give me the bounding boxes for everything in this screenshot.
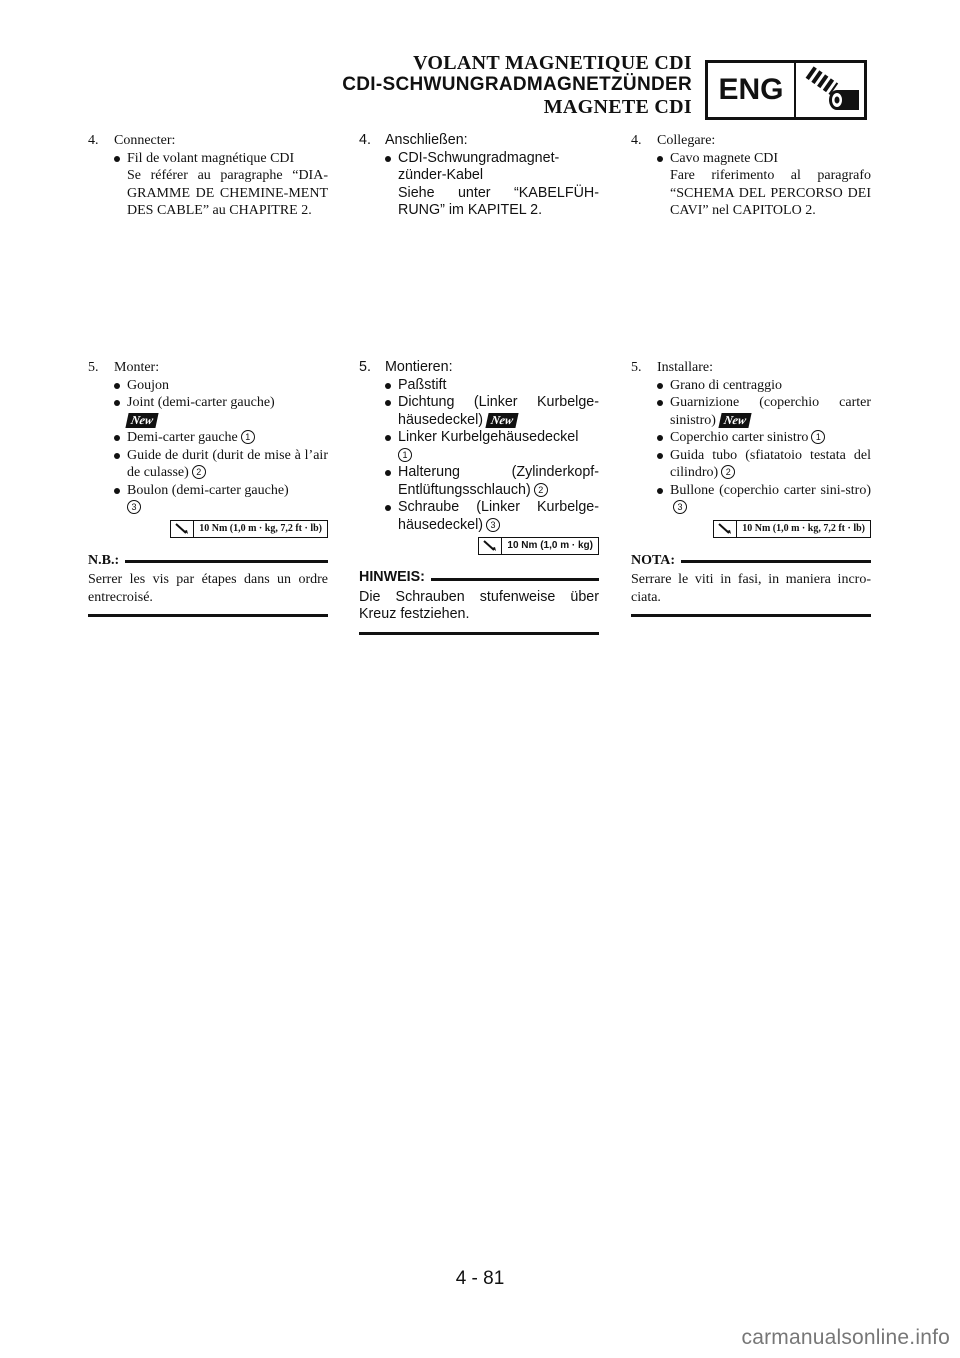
note-box — [631, 552, 871, 618]
step-title: Installare: — [657, 360, 713, 375]
bullet-icon — [114, 435, 120, 441]
engine-icon — [796, 63, 864, 117]
step-title: Anschließen: — [385, 132, 468, 148]
wrench-icon — [171, 521, 194, 537]
title-italian: MAGNETE CDI — [543, 96, 692, 118]
torque-value: 10 Nm (1,0 m · kg, 7,2 ft · lb) — [199, 522, 322, 534]
step-number: 5. — [88, 360, 99, 375]
step-bullet: Grano di centraggio — [670, 377, 782, 393]
step-reference-text: Fare riferimento al paragrafo “SCHEMA DEL PERCORSO DEI CAVI” nel CAPITOLO 2. — [670, 168, 871, 218]
step-bullet: Cavo magnete CDI — [670, 150, 779, 166]
torque-spec — [88, 520, 328, 538]
section-title-block — [342, 52, 692, 118]
step-bullet: Guide de durit (durit de mise à l’air de culasse) — [127, 447, 328, 480]
step-number: 4. — [631, 133, 642, 148]
step-bullet: Goujon — [127, 377, 169, 393]
bullet-icon — [385, 470, 391, 476]
watermark: carmanualsonline.info — [741, 1326, 950, 1349]
note-box — [359, 569, 599, 635]
callout-number: 1 — [811, 430, 825, 444]
note-box — [88, 552, 328, 618]
fr-step5 — [88, 359, 328, 617]
step-bullet: Bullone (coperchio carter sini-stro) — [670, 482, 871, 498]
torque-spec — [631, 520, 871, 538]
wrench-icon — [479, 538, 502, 554]
step-bullet: Guida tubo (sfiatatoio testata del cilindro) — [670, 447, 871, 480]
step-bullet: Joint (demi-carter gauche) — [127, 395, 275, 410]
fr-step4 — [88, 132, 328, 220]
callout-number: 2 — [534, 483, 548, 497]
bullet-icon — [385, 156, 391, 162]
note-text: Serrer les vis par étapes dans un ordre entrecroisé. — [88, 572, 328, 605]
step-number: 4. — [88, 133, 99, 148]
step-title: Montieren: — [385, 359, 453, 375]
bullet-icon — [657, 453, 663, 459]
step-bullet: Halterung (Zylinderkopf-Entlüftungsschlauch) — [398, 464, 599, 498]
bullet-icon — [114, 383, 120, 389]
torque-spec — [359, 537, 599, 555]
new-part-badge: New — [125, 413, 158, 428]
new-part-badge: New — [718, 413, 751, 428]
step-number: 5. — [631, 360, 642, 375]
it-step5 — [631, 359, 871, 617]
section-badge — [705, 60, 867, 120]
new-part-badge: New — [485, 413, 518, 428]
step-number: 4. — [359, 132, 371, 148]
bullet-icon — [114, 156, 120, 162]
bullet-icon — [385, 505, 391, 511]
step-title: Connecter: — [114, 133, 176, 148]
de-step5 — [359, 359, 599, 635]
page-number: 4 - 81 — [455, 1268, 505, 1289]
step-bullet: Coperchio carter sinistro — [670, 430, 809, 445]
divider — [125, 560, 328, 563]
torque-value: 10 Nm (1,0 m · kg, 7,2 ft · lb) — [742, 522, 865, 534]
torque-value: 10 Nm (1,0 m · kg) — [507, 540, 593, 552]
step-bullet: CDI-Schwungradmagnet-zünder-Kabel — [398, 149, 560, 183]
bullet-icon — [657, 383, 663, 389]
title-french: VOLANT MAGNETIQUE CDI — [413, 52, 692, 74]
bullet-icon — [114, 400, 120, 406]
step-number: 5. — [359, 359, 371, 375]
note-text: Serrare le viti in fasi, in maniera incro-ciata. — [631, 572, 871, 605]
divider — [431, 578, 599, 581]
bullet-icon — [657, 156, 663, 162]
wrench-icon — [714, 521, 737, 537]
step-title: Monter: — [114, 360, 160, 375]
note-text: Die Schrauben stufenweise über Kreuz festziehen. — [359, 588, 599, 622]
note-label: NOTA: — [631, 552, 676, 568]
bullet-icon — [385, 400, 391, 406]
bullet-icon — [385, 435, 391, 441]
divider — [88, 614, 328, 617]
bullet-icon — [114, 488, 120, 494]
it-step4 — [631, 132, 871, 220]
step-reference-text: Siehe unter “KABELFÜH-RUNG” im KAPITEL 2. — [398, 184, 599, 218]
step-title: Collegare: — [657, 133, 716, 148]
step-bullet: Dichtung (Linker Kurbelge-häusedeckel) — [398, 394, 599, 428]
callout-number: 3 — [486, 518, 500, 532]
note-label: N.B.: — [88, 552, 120, 568]
callout-number: 3 — [673, 500, 687, 514]
badge-label: ENG — [708, 63, 796, 117]
callout-number: 1 — [398, 448, 412, 462]
de-step4 — [359, 132, 599, 220]
step-bullet: Fil de volant magnétique CDI — [127, 150, 295, 166]
divider — [631, 614, 871, 617]
callout-number: 1 — [241, 430, 255, 444]
bullet-icon — [114, 453, 120, 459]
title-german: CDI-SCHWUNGRADMAGNETZÜNDER — [342, 74, 692, 95]
step-bullet: Demi-carter gauche — [127, 430, 238, 445]
callout-number: 2 — [192, 465, 206, 479]
callout-number: 3 — [127, 500, 141, 514]
step-bullet: Boulon (demi-carter gauche) — [127, 482, 289, 498]
note-label: HINWEIS: — [359, 569, 425, 585]
divider — [359, 632, 599, 635]
callout-number: 2 — [721, 465, 735, 479]
bullet-icon — [657, 488, 663, 494]
step-bullet: Guarnizione (coperchio carter sinistro) — [670, 395, 871, 428]
step-reference-text: Se référer au paragraphe “DIA-GRAMME DE CHEMINE-MENT DES CABLE” au CHAPITRE 2. — [127, 168, 328, 218]
step-bullet: Schraube (Linker Kurbelge-häusedeckel) — [398, 499, 599, 533]
step-bullet: Linker Kurbelgehäusedeckel — [398, 429, 579, 445]
step-bullet: Paßstift — [398, 376, 447, 393]
divider — [681, 560, 871, 563]
bullet-icon — [385, 383, 391, 389]
bullet-icon — [657, 400, 663, 406]
bullet-icon — [657, 435, 663, 441]
